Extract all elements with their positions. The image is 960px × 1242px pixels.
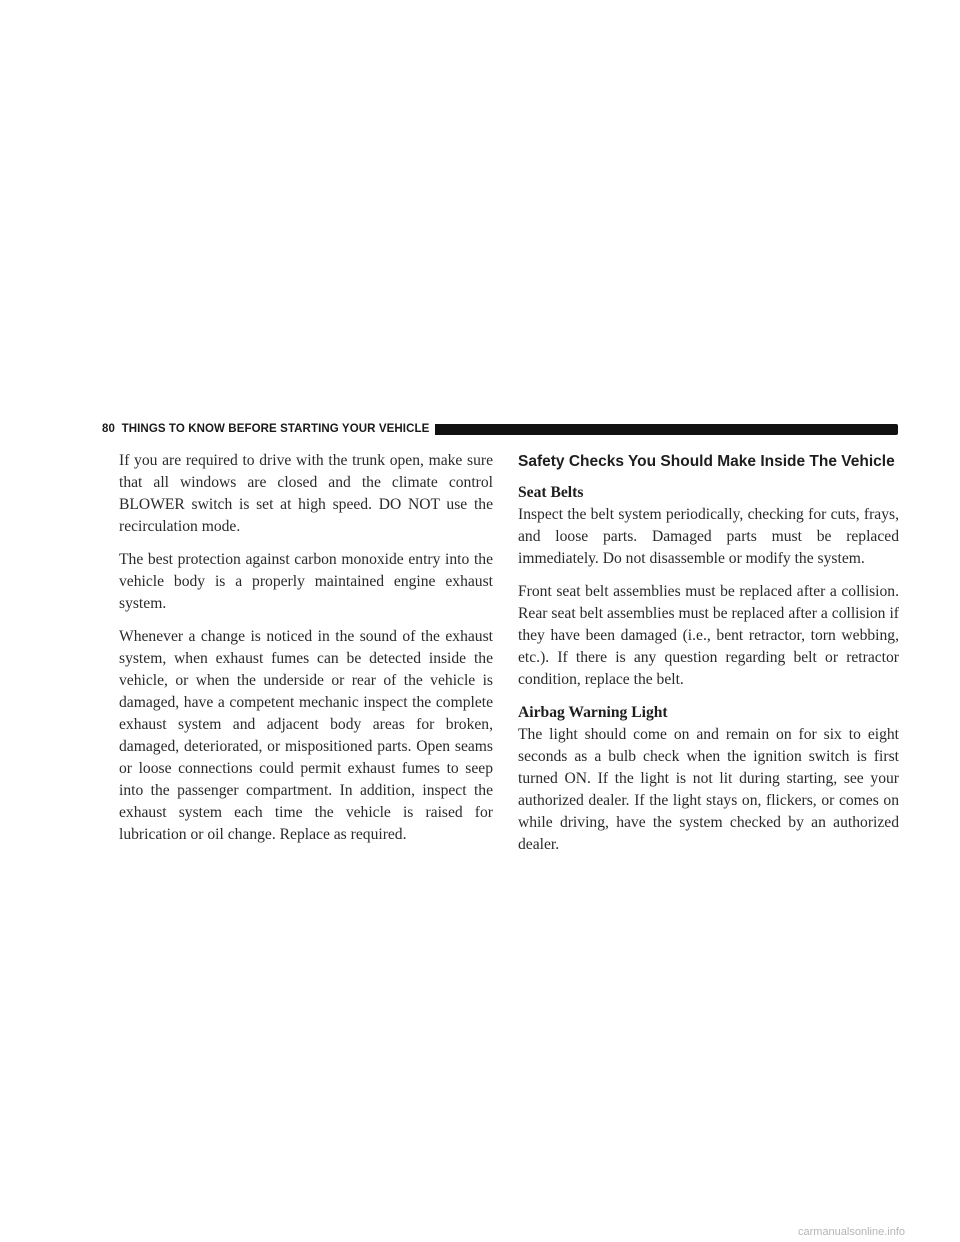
right-column	[518, 450, 899, 867]
page-number: 80	[102, 423, 115, 435]
running-header	[102, 421, 898, 437]
chapter-title: THINGS TO KNOW BEFORE STARTING YOUR VEHICLE	[121, 423, 430, 435]
header-text	[102, 423, 429, 435]
paragraph: Inspect the belt system periodically, checking for cuts, frays, and loose parts. Damaged parts must be replaced immediately. Do not disassemble or modify the system.	[518, 506, 899, 567]
section-title: Safety Checks You Should Make Inside The Vehicle	[518, 453, 895, 470]
paragraph: Front seat belt assemblies must be replaced after a collision. Rear seat belt assemblies must be replaced after a collision if they have been damaged (i.e., bent retractor, torn webbing, etc.). If there is any question regarding belt or retractor condition, replace the belt.	[518, 583, 899, 688]
header-rule	[435, 424, 898, 435]
paragraph: The best protection against carbon monoxide entry into the vehicle body is a properly maintained engine exhaust system.	[119, 551, 493, 612]
paragraph: If you are required to drive with the trunk open, make sure that all windows are closed and the climate control BLOWER switch is set at high speed. DO NOT use the recirculation mode.	[119, 452, 493, 535]
paragraph: Whenever a change is noticed in the sound of the exhaust system, when exhaust fumes can be detected inside the vehicle, or when the underside or rear of the vehicle is damaged, have a competent mechanic inspect the complete exhaust system and adjacent body areas for broken, damaged, deteriorated, or mispositioned parts. Open seams or loose connections could permit exhaust fumes to seep into the passenger compartment. In addition, inspect the exhaust system each time the vehicle is raised for lubrication or oil change. Replace as required.	[119, 628, 493, 843]
subheading-airbag-warning-light: Airbag Warning Light	[518, 704, 668, 721]
left-column	[119, 450, 493, 857]
watermark: carmanualsonline.info	[798, 1226, 906, 1238]
subheading-seat-belts: Seat Belts	[518, 484, 584, 501]
paragraph: The light should come on and remain on for six to eight seconds as a bulb check when the ignition switch is first turned ON. If the light is not lit during starting, see your authorized dealer. If the light stays on, flickers, or comes on while driving, have the system checked by an authorized dealer.	[518, 726, 899, 853]
